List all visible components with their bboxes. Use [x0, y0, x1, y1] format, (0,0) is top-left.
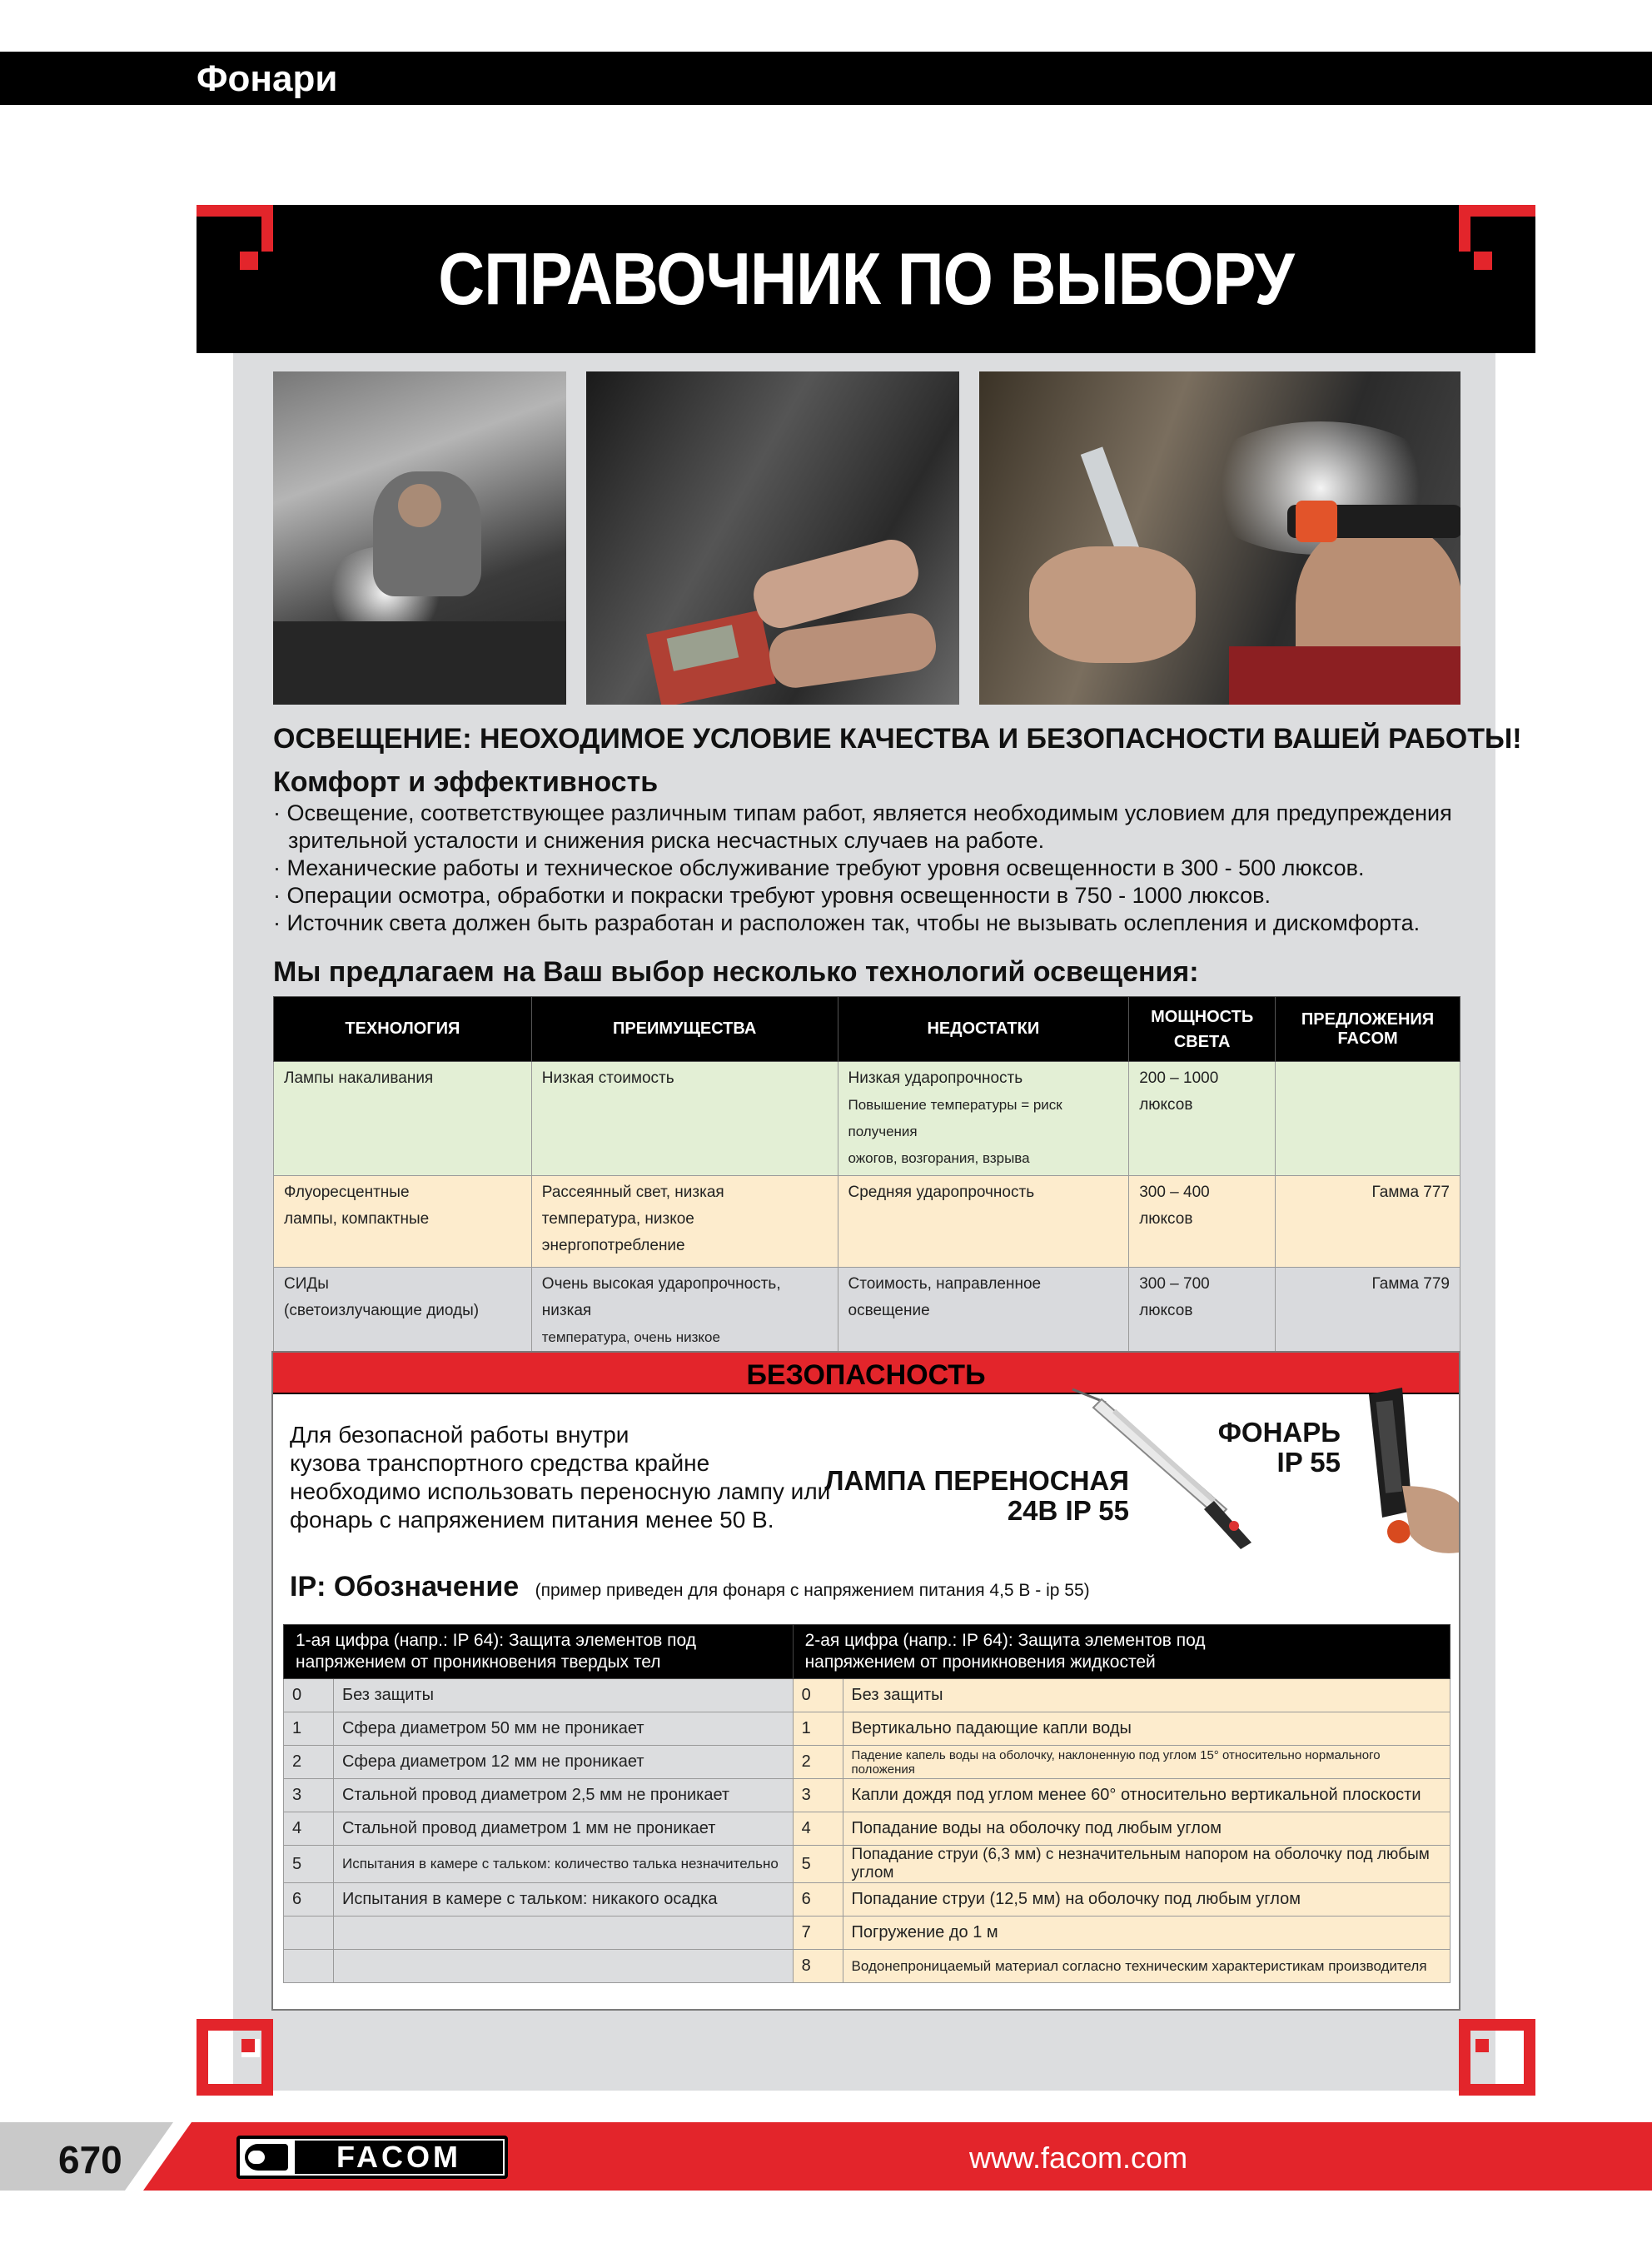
bullet-item: [288, 827, 1044, 855]
col-header-power: [1129, 997, 1276, 1062]
ip-right-desc: Капли дождя под углом менее 60° относительно вертикальной плоскости: [843, 1779, 1450, 1812]
corner-bracket-bottom-left: [197, 2019, 273, 2096]
ip-left-desc: Стальной провод диаметром 1 мм не проникает: [333, 1812, 793, 1846]
cell-offer: Гамма 779: [1276, 1268, 1460, 1408]
ip-right-code: 3: [793, 1779, 843, 1812]
table-row: [284, 1746, 1450, 1779]
bullet-item: · Операции осмотра, обработки и покраски требуют уровня освещенности в 750 - 1000 люксов.: [273, 883, 1271, 908]
table-row: [284, 1950, 1450, 1983]
ip-right-code: 7: [793, 1917, 843, 1950]
cell-pros: Низкая стоимость: [531, 1062, 838, 1176]
lamp-label: ЛАМПА ПЕРЕНОСНАЯ 24В IP 55: [824, 1465, 1129, 1526]
ip-heading: IP: Обозначение (пример приведен для фонаря с напряжением питания 4,5 В - ip 55): [290, 1571, 1090, 1602]
ip-right-desc: Вертикально падающие капли воды: [843, 1712, 1450, 1746]
ip-right-desc: Падение капель воды на оболочку, наклоненную под углом 15° относительно нормального положения: [843, 1746, 1450, 1779]
flashlight-label: ФОНАРЬ IP 55: [1217, 1417, 1341, 1478]
photo-mechanic-under-hood: [273, 371, 566, 705]
ip-right-desc: Попадание струи (6,3 мм) с незначительным напором на оболочку под любым углом: [843, 1846, 1450, 1883]
ip-left-code: [284, 1950, 334, 1983]
bullet-text: Операции осмотра, обработки и покраски требуют уровня освещенности в 750 - 1000 люксов.: [286, 883, 1271, 908]
bullet-item: · Механические работы и техническое обслуживание требуют уровня освещенности в 300 - 500 люксов.: [273, 855, 1365, 880]
col-header-power-line2: СВЕТА: [1173, 1032, 1231, 1051]
table-row: [284, 1812, 1450, 1846]
bullet-text: зрительной усталости и снижения риска несчастных случаев на работе.: [288, 828, 1045, 853]
table-row: [274, 1062, 1460, 1176]
hero-banner: [197, 205, 1535, 353]
intro-heading: ОСВЕЩЕНИЕ: НЕОХОДИМОЕ УСЛОВИЕ КАЧЕСТВА И БЕЗОПАСНОСТИ ВАШЕЙ РАБОТЫ!: [273, 723, 1522, 755]
offer-heading: Мы предлагаем на Ваш выбор несколько технологий освещения:: [273, 956, 1199, 988]
ip-left-desc: [333, 1917, 793, 1950]
table-row: [284, 1679, 1450, 1712]
cell-technology: Лампы накаливания: [274, 1062, 532, 1176]
bullet-text: Источник света должен быть разработан и расположен так, чтобы не вызывать ослепления и дискомфорта.: [286, 910, 1421, 935]
ip-left-desc: Сфера диаметром 50 мм не проникает: [333, 1712, 793, 1746]
bullet-text: Механические работы и техническое обслуживание требуют уровня освещенности в 300 - 500 люксов.: [286, 855, 1365, 880]
col-header-technology: ТЕХНОЛОГИЯ: [274, 997, 532, 1062]
cell-power: 300 – 700 люксов: [1129, 1268, 1276, 1408]
ip-left-code: 2: [284, 1746, 334, 1779]
cell-power: 200 – 1000 люксов: [1129, 1062, 1276, 1176]
bullet-item: · Освещение, соответствующее различным типам работ, является необходимым условием для предупреждения: [273, 800, 1452, 825]
ip-left-code: 6: [284, 1883, 334, 1917]
col-header-pros: ПРЕИМУЩЕСТВА: [531, 997, 838, 1062]
page-title: СПРАВОЧНИК ПО ВЫБОРУ: [438, 237, 1294, 320]
technology-table: [273, 996, 1460, 1408]
facom-logo: [236, 2136, 508, 2179]
corner-bracket-bottom-right: [1459, 2019, 1535, 2096]
bullet-text: Освещение, соответствующее различным типам работ, является необходимым условием для предупреждения: [286, 800, 1452, 825]
ip-left-code: 4: [284, 1812, 334, 1846]
wrench-icon-notch: [248, 2151, 265, 2164]
page-number: 670: [58, 2138, 122, 2181]
ip-right-desc: Попадание воды на оболочку под любым углом: [843, 1812, 1450, 1846]
ip-left-code: 1: [284, 1712, 334, 1746]
ip-right-desc: Погружение до 1 м: [843, 1917, 1450, 1950]
ip-left-desc: Стальной провод диаметром 2,5 мм не проникает: [333, 1779, 793, 1812]
photo-mechanic-headlamp: [979, 371, 1460, 705]
safety-title-bar: [273, 1353, 1459, 1394]
table-row: [284, 1883, 1450, 1917]
ip-code-table: [283, 1624, 1450, 1983]
ip-right-code: 2: [793, 1746, 843, 1779]
ip-left-desc: Испытания в камере с тальком: количество талька незначительно: [333, 1846, 793, 1883]
section-header-bar: [0, 52, 1652, 105]
safety-title: БЕЗОПАСНОСТЬ: [746, 1359, 986, 1391]
ip-left-desc: Испытания в камере с тальком: никакого осадка: [333, 1883, 793, 1917]
ip-left-desc: Сфера диаметром 12 мм не проникает: [333, 1746, 793, 1779]
ip-left-desc: [333, 1950, 793, 1983]
cell-cons: Стоимость, направленное освещение: [838, 1268, 1129, 1408]
col-header-power-line1: МОЩНОСТЬ: [1151, 1007, 1254, 1026]
ip-right-code: 6: [793, 1883, 843, 1917]
ip-right-code: 5: [793, 1846, 843, 1883]
cell-technology: Флуоресцентные лампы, компактные: [274, 1176, 532, 1268]
cell-cons: Низкая ударопрочность Повышение температуры = риск получения ожогов, возгорания, взрыва: [838, 1062, 1129, 1176]
safety-box: [271, 1351, 1460, 2011]
corner-bracket-top-right: [1459, 205, 1535, 282]
ip-right-desc: Попадание струи (12,5 мм) на оболочку под любым углом: [843, 1883, 1450, 1917]
ip-right-desc: Без защиты: [843, 1679, 1450, 1712]
ip-right-code: 1: [793, 1712, 843, 1746]
flashlight-image: [1352, 1386, 1460, 1563]
bullet-item: · Источник света должен быть разработан и расположен так, чтобы не вызывать ослепления и дискомфорта.: [273, 910, 1421, 935]
table-row: [284, 1712, 1450, 1746]
cell-pros: Очень высокая ударопрочность, низкая температура, очень низкое: [531, 1268, 838, 1408]
safety-text: Для безопасной работы внутри кузова транспортного средства крайне необходимо использовать переносную лампу или фонарь с напряжением питания менее 50 В.: [290, 1422, 831, 1533]
table-row: [284, 1846, 1450, 1883]
cell-offer: [1276, 1062, 1460, 1176]
comfort-subheading: Комфорт и эффективность: [273, 766, 659, 798]
photo-multimeter-engine: [586, 371, 959, 705]
ip-right-code: 4: [793, 1812, 843, 1846]
ip-left-code: 5: [284, 1846, 334, 1883]
table-row: [284, 1779, 1450, 1812]
facom-logo-text: FACOM: [295, 2141, 503, 2174]
ip-left-header: 1-ая цифра (напр.: IP 64): Защита элементов под напряжением от проникновения твердых тел: [284, 1625, 794, 1679]
ip-left-code: [284, 1917, 334, 1950]
table-row: [284, 1917, 1450, 1950]
ip-right-header: 2-ая цифра (напр.: IP 64): Защита элементов под напряжением от проникновения жидкостей: [793, 1625, 1450, 1679]
cell-power: 300 – 400 люксов: [1129, 1176, 1276, 1268]
cell-cons: Средняя ударопрочность: [838, 1176, 1129, 1268]
section-title: Фонари: [197, 58, 338, 99]
table-row: [274, 1176, 1460, 1268]
footer-url[interactable]: www.facom.com: [969, 2141, 1188, 2175]
ip-left-code: 3: [284, 1779, 334, 1812]
ip-right-desc: Водонепроницаемый материал согласно техническим характеристикам производителя: [843, 1950, 1450, 1983]
ip-note: (пример приведен для фонаря с напряжением питания 4,5 В - ip 55): [535, 1581, 1090, 1600]
cell-offer: Гамма 777: [1276, 1176, 1460, 1268]
ip-right-code: 0: [793, 1679, 843, 1712]
corner-bracket-top-left: [197, 205, 273, 282]
ip-left-code: 0: [284, 1679, 334, 1712]
cell-technology: СИДы (светоизлучающие диоды): [274, 1268, 532, 1408]
col-header-offer: ПРЕДЛОЖЕНИЯ FACOM: [1276, 997, 1460, 1062]
ip-right-code: 8: [793, 1950, 843, 1983]
ip-left-desc: Без защиты: [333, 1679, 793, 1712]
col-header-cons: НЕДОСТАТКИ: [838, 997, 1129, 1062]
cell-pros: Рассеянный свет, низкая температура, низкое энергопотребление: [531, 1176, 838, 1268]
